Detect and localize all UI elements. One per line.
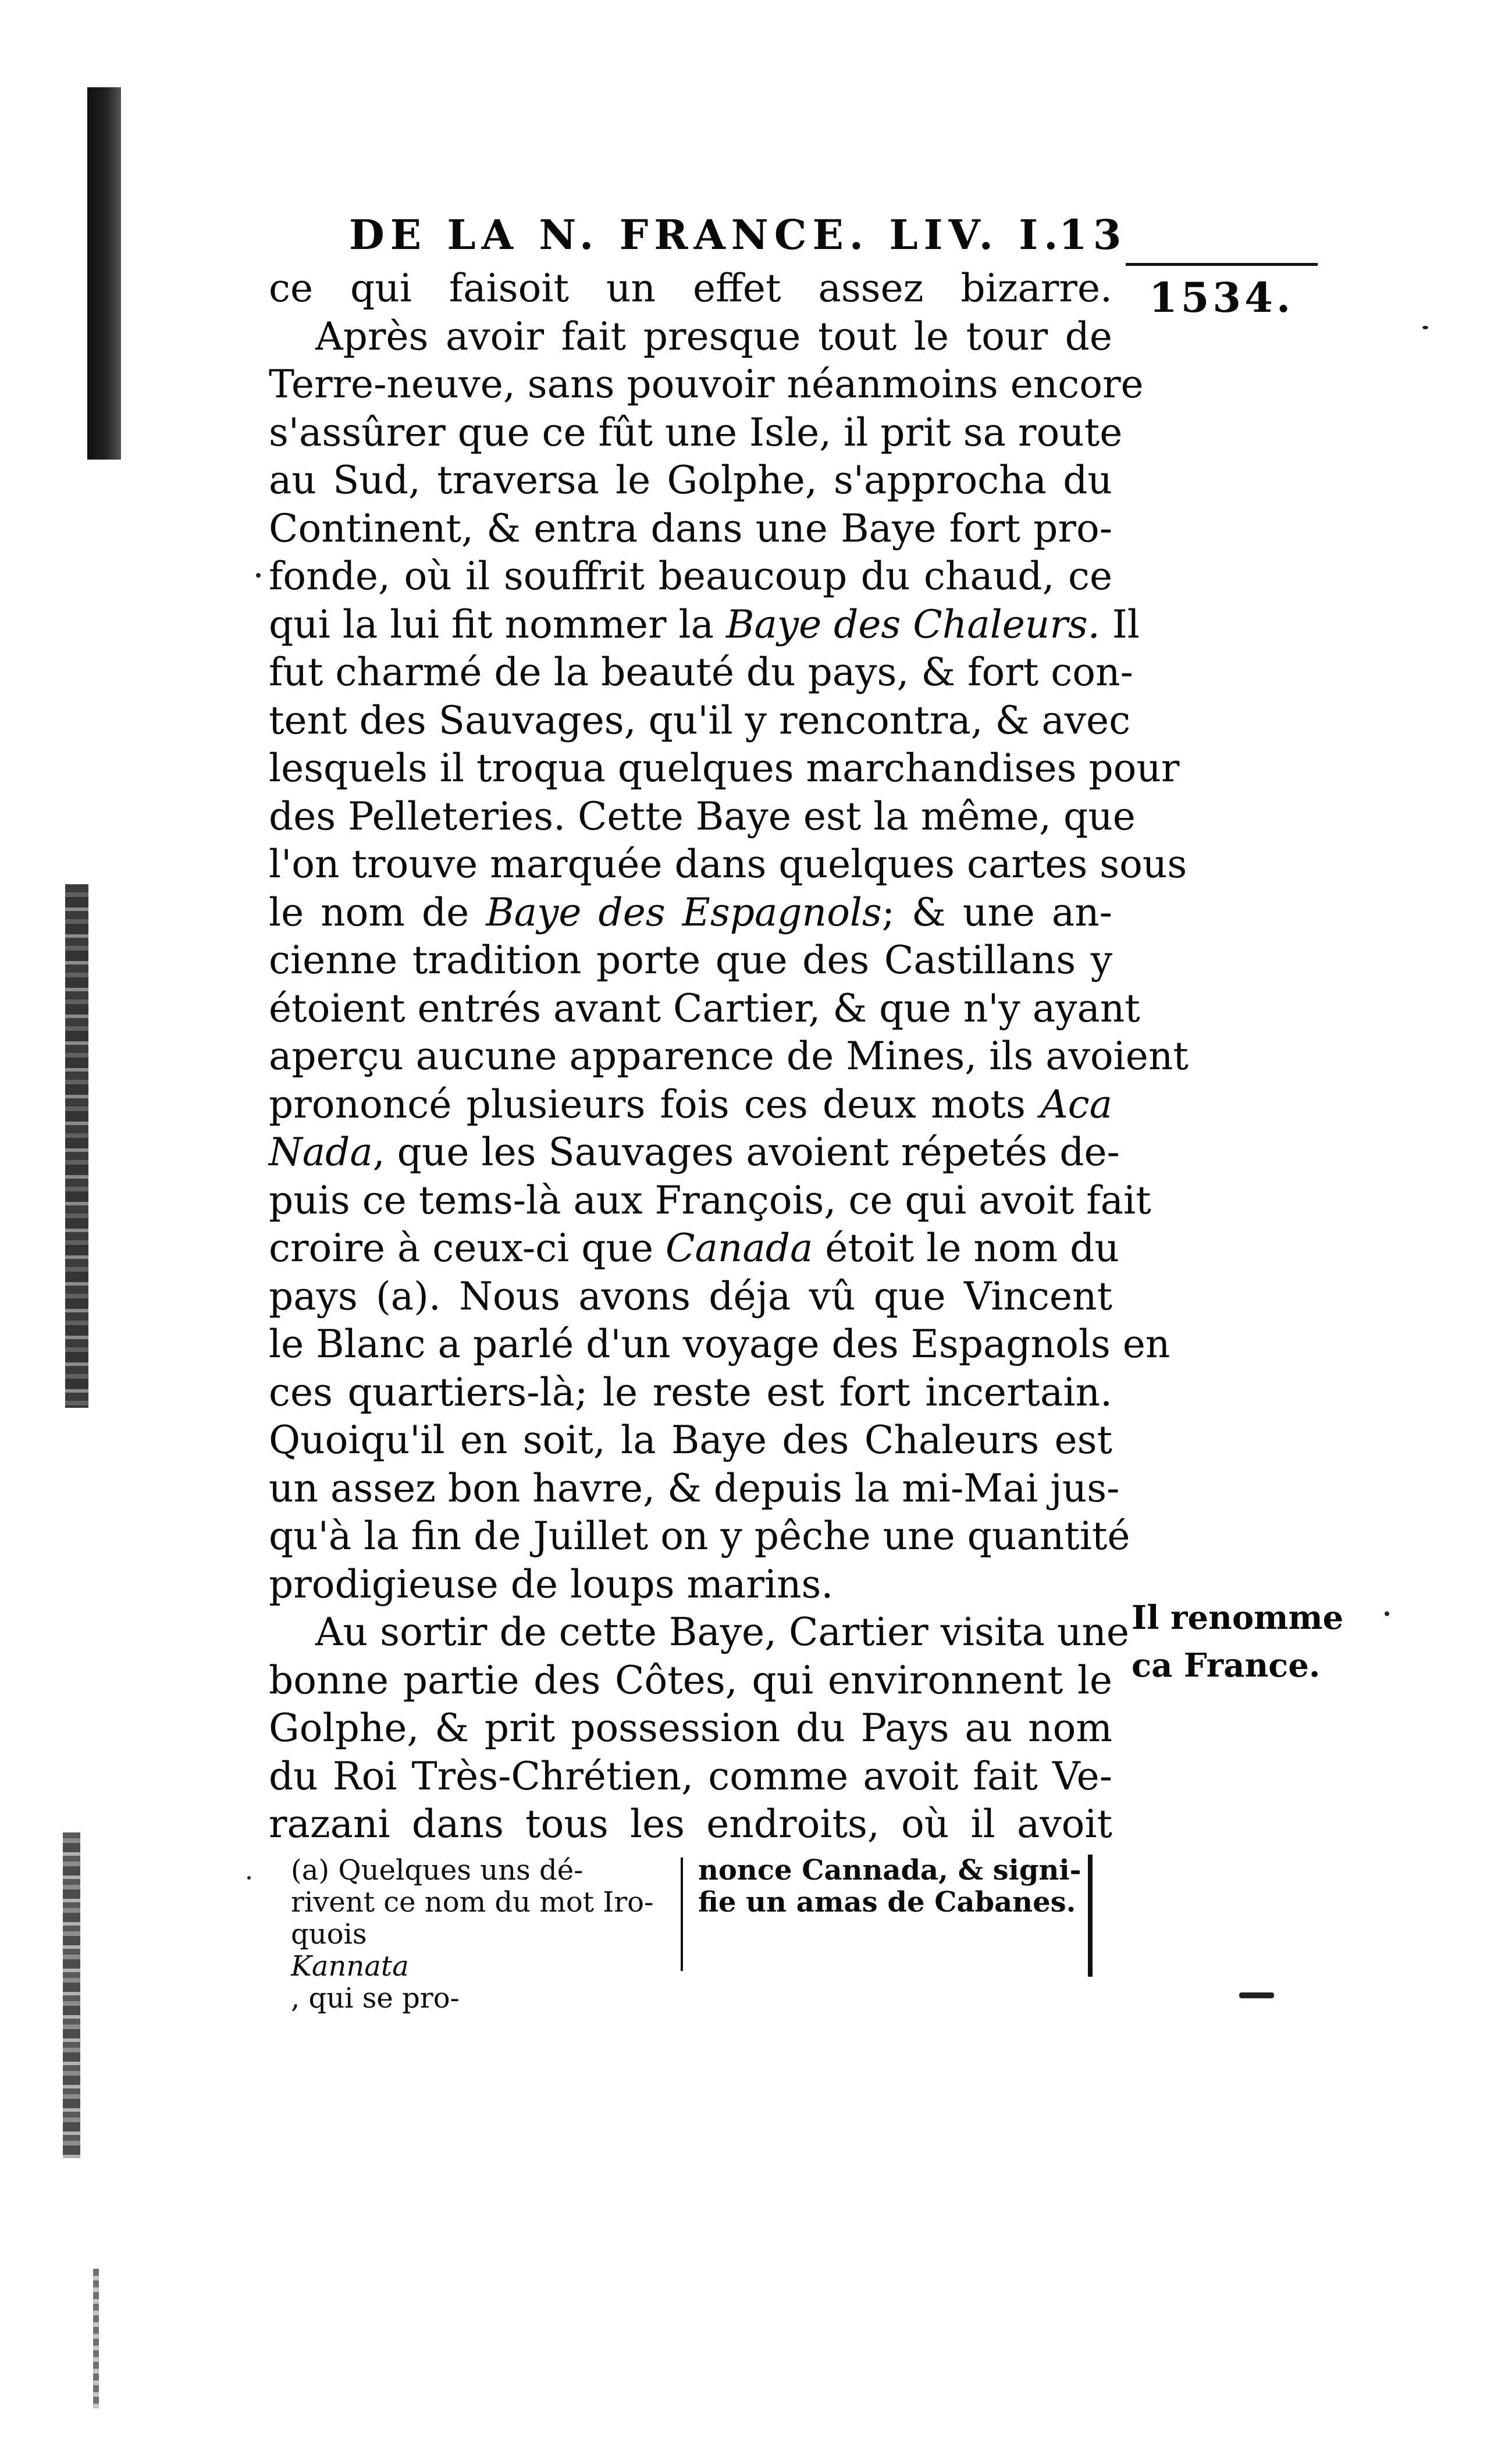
ink-speck	[1385, 1611, 1389, 1616]
text-line: Continent, & entra dans une Baye fort pro-	[269, 506, 1112, 551]
scan-edge-shadow	[93, 2269, 99, 2408]
text-line: au Sud, traversa le Golphe, s'approcha du	[269, 458, 1112, 503]
text-line: qu'à la fin de Juillet on y pêche une quantité	[269, 1514, 1130, 1558]
marginal-note: Il renomme ca France.	[1132, 1599, 1344, 1685]
text-line: bonne partie des Côtes, qui environnent le	[269, 1657, 1112, 1703]
running-title: DE LA N. FRANCE. LIV. I.	[349, 211, 1064, 259]
footnote-divider	[681, 1857, 683, 1971]
header-rule	[1126, 263, 1318, 266]
text-line: cienne tradition porte que des Castillans y	[269, 938, 1112, 983]
text-line: aperçu aucune apparence de Mines, ils avoient	[269, 1034, 1189, 1079]
running-header	[349, 211, 1175, 259]
footnote-right-column	[698, 1854, 1081, 1919]
ink-speck	[1239, 1992, 1274, 1998]
footnote-line: quois Kannata , qui se pro-	[291, 1918, 460, 2015]
text-line: ce qui faisoit un effet assez bizarre.	[269, 266, 1112, 311]
scan-edge-shadow	[87, 87, 121, 460]
ink-speck	[256, 573, 261, 578]
text-line: lesquels il troqua quelques marchandises pour	[269, 746, 1180, 791]
footnote-line: rivent ce nom du mot Iro-	[291, 1886, 654, 1919]
main-text	[269, 265, 1189, 1849]
text-line: le nom de Baye des Espagnols; & une an-	[269, 889, 1112, 935]
text-line: s'assûrer que ce fût une Isle, il prit sa route	[269, 410, 1123, 455]
text-line: qui la lui fit nommer la Baye des Chaleurs. Il	[269, 602, 1140, 647]
margin-year: 1534.	[1149, 273, 1294, 322]
text-line: fonde, où il souffrit beaucoup du chaud, ce	[269, 554, 1112, 599]
footnote-left-column	[291, 1855, 675, 2015]
footnote-line: fie un amas de Cabanes.	[698, 1886, 1076, 1919]
footnote-line: (a) Quelques uns dé-	[291, 1854, 584, 1887]
scan-edge-shadow	[65, 884, 88, 1408]
text-line: prononcé plusieurs fois ces deux mots Aca	[269, 1081, 1112, 1127]
footnote-bracket	[1088, 1855, 1093, 1977]
text-line: étoient entrés avant Cartier, & que n'y ayant	[269, 985, 1140, 1031]
text-line: l'on trouve marquée dans quelques cartes sous	[269, 842, 1187, 887]
footnote-line: nonce Cannada, & signi-	[698, 1854, 1081, 1887]
text-line: Au sortir de cette Baye, Cartier visita une	[315, 1610, 1129, 1654]
scan-edge-shadow	[63, 1832, 80, 2158]
page-number: 13	[1059, 211, 1127, 259]
text-line: Terre-neuve, sans pouvoir néanmoins encore	[269, 362, 1144, 407]
text-line: Après avoir fait presque tout le tour de	[315, 314, 1112, 359]
text-line: ces quartiers-là; le reste est fort incertain.	[269, 1369, 1112, 1415]
text-line: prodigieuse de loups marins.	[269, 1561, 834, 1607]
ink-speck	[247, 1876, 251, 1880]
text-line: fut charmé de la beauté du pays, & fort con-	[269, 650, 1133, 695]
text-line: un assez bon havre, & depuis la mi-Mai jus-	[269, 1465, 1120, 1511]
text-line: puis ce tems-là aux François, ce qui avoit fait	[269, 1177, 1151, 1223]
text-line: Nada, que les Sauvages avoient répetés de-	[269, 1130, 1120, 1175]
text-line: razani dans tous les endroits, où il avoit	[269, 1802, 1112, 1846]
text-line: le Blanc a parlé d'un voyage des Espagnols en	[269, 1322, 1171, 1366]
ink-speck	[1422, 326, 1428, 329]
text-line: Golphe, & prit possession du Pays au nom	[269, 1706, 1112, 1750]
text-line: Quoiqu'il en soit, la Baye des Chaleurs est	[269, 1418, 1112, 1462]
text-line: croire à ceux-ci que Canada étoit le nom du	[269, 1226, 1119, 1271]
text-line: du Roi Très-Chrétien, comme avoit fait Ve-	[269, 1753, 1112, 1799]
footnotes	[279, 1854, 1117, 2015]
text-line: pays (a). Nous avons déja vû que Vincent	[269, 1273, 1112, 1319]
text-line: des Pelleteries. Cette Baye est la même, que	[269, 793, 1136, 839]
text-line: tent des Sauvages, qu'il y rencontra, & avec	[269, 698, 1131, 743]
